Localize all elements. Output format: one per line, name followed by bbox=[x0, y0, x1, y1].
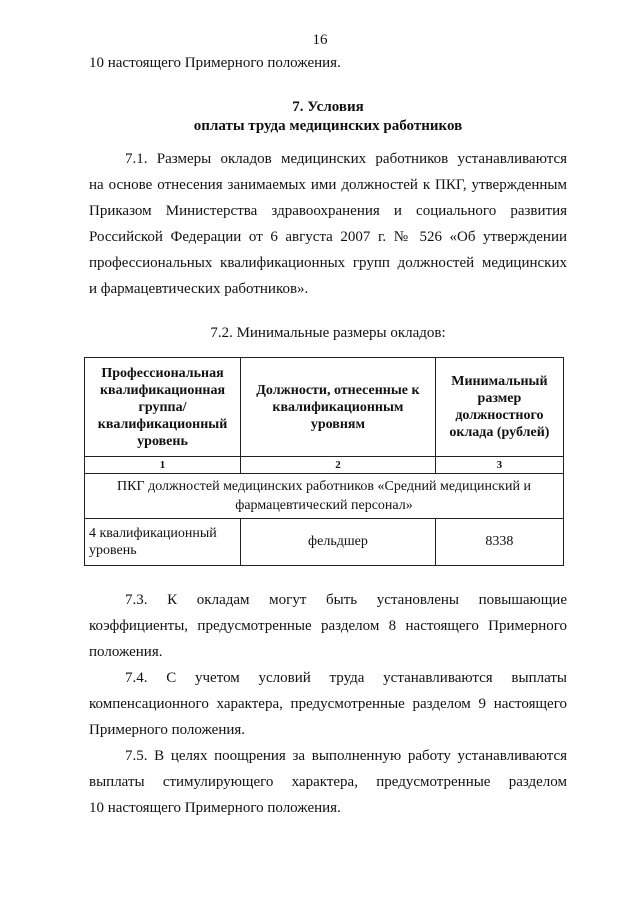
paragraph-7-1-line: Российской Федерации от 6 августа 2007 г. № 526 «Об утверждении bbox=[89, 229, 567, 245]
paragraph-7-3-line: коэффициенты, предусмотренные разделом 8 настоящего Примерного bbox=[89, 618, 567, 634]
column-header: Должности, отнесенные к квалификационным уровням bbox=[241, 358, 436, 457]
table-row bbox=[85, 519, 564, 566]
paragraph-7-5-line: выплаты стимулирующего характера, предусмотренные разделом bbox=[89, 774, 567, 790]
table-header-row bbox=[85, 358, 564, 457]
paragraph-7-1-line: 7.1. Размеры окладов медицинских работников устанавливаются bbox=[125, 151, 567, 167]
section-heading-number: 7. Условия bbox=[292, 99, 364, 115]
group-row bbox=[85, 474, 564, 519]
column-number: 1 bbox=[85, 457, 241, 474]
position-cell: фельдшер bbox=[241, 519, 436, 566]
paragraph-7-3-line: 7.3. К окладам могут быть установлены повышающие bbox=[125, 592, 567, 608]
paragraph-7-4-line: компенсационного характера, предусмотренные разделом 9 настоящего bbox=[89, 696, 567, 712]
group-title: ПКГ должностей медицинских работников «Средний медицинский и фармацевтический персонал» bbox=[85, 474, 564, 519]
section-heading-title: оплаты труда медицинских работников bbox=[193, 118, 463, 134]
column-number-row bbox=[85, 457, 564, 474]
column-number: 2 bbox=[241, 457, 436, 474]
paragraph-7-4-line: Примерного положения. bbox=[89, 722, 246, 738]
table-caption: 7.2. Минимальные размеры окладов: bbox=[210, 325, 446, 341]
paragraph-7-5-line: 10 настоящего Примерного положения. bbox=[89, 800, 341, 816]
salary-cell: 8338 bbox=[435, 519, 563, 566]
paragraph-7-1-line: Приказом Министерства здравоохранения и социального развития bbox=[89, 203, 567, 219]
paragraph-7-1-line: и фармацевтических работников». bbox=[89, 281, 309, 297]
page-number: 16 bbox=[312, 32, 328, 48]
column-header: Профессиональная квалификационная группа/ квалификационный уровень bbox=[85, 358, 241, 457]
column-number: 3 bbox=[435, 457, 563, 474]
column-header: Минимальный размер должностного оклада (рублей) bbox=[435, 358, 563, 457]
qualification-level-cell: 4 квалификационный уровень bbox=[85, 519, 241, 566]
paragraph-7-1-line: на основе отнесения занимаемых ими должностей к ПКГ, утвержденным bbox=[89, 177, 567, 193]
salary-table bbox=[84, 357, 564, 566]
intro-line: 10 настоящего Примерного положения. bbox=[89, 55, 341, 71]
paragraph-7-5-line: 7.5. В целях поощрения за выполненную работу устанавливаются bbox=[125, 748, 567, 764]
paragraph-7-1-line: профессиональных квалификационных групп должностей медицинских bbox=[89, 255, 567, 271]
paragraph-7-4-line: 7.4. С учетом условий труда устанавливаются выплаты bbox=[125, 670, 567, 686]
paragraph-7-3-line: положения. bbox=[89, 644, 163, 660]
